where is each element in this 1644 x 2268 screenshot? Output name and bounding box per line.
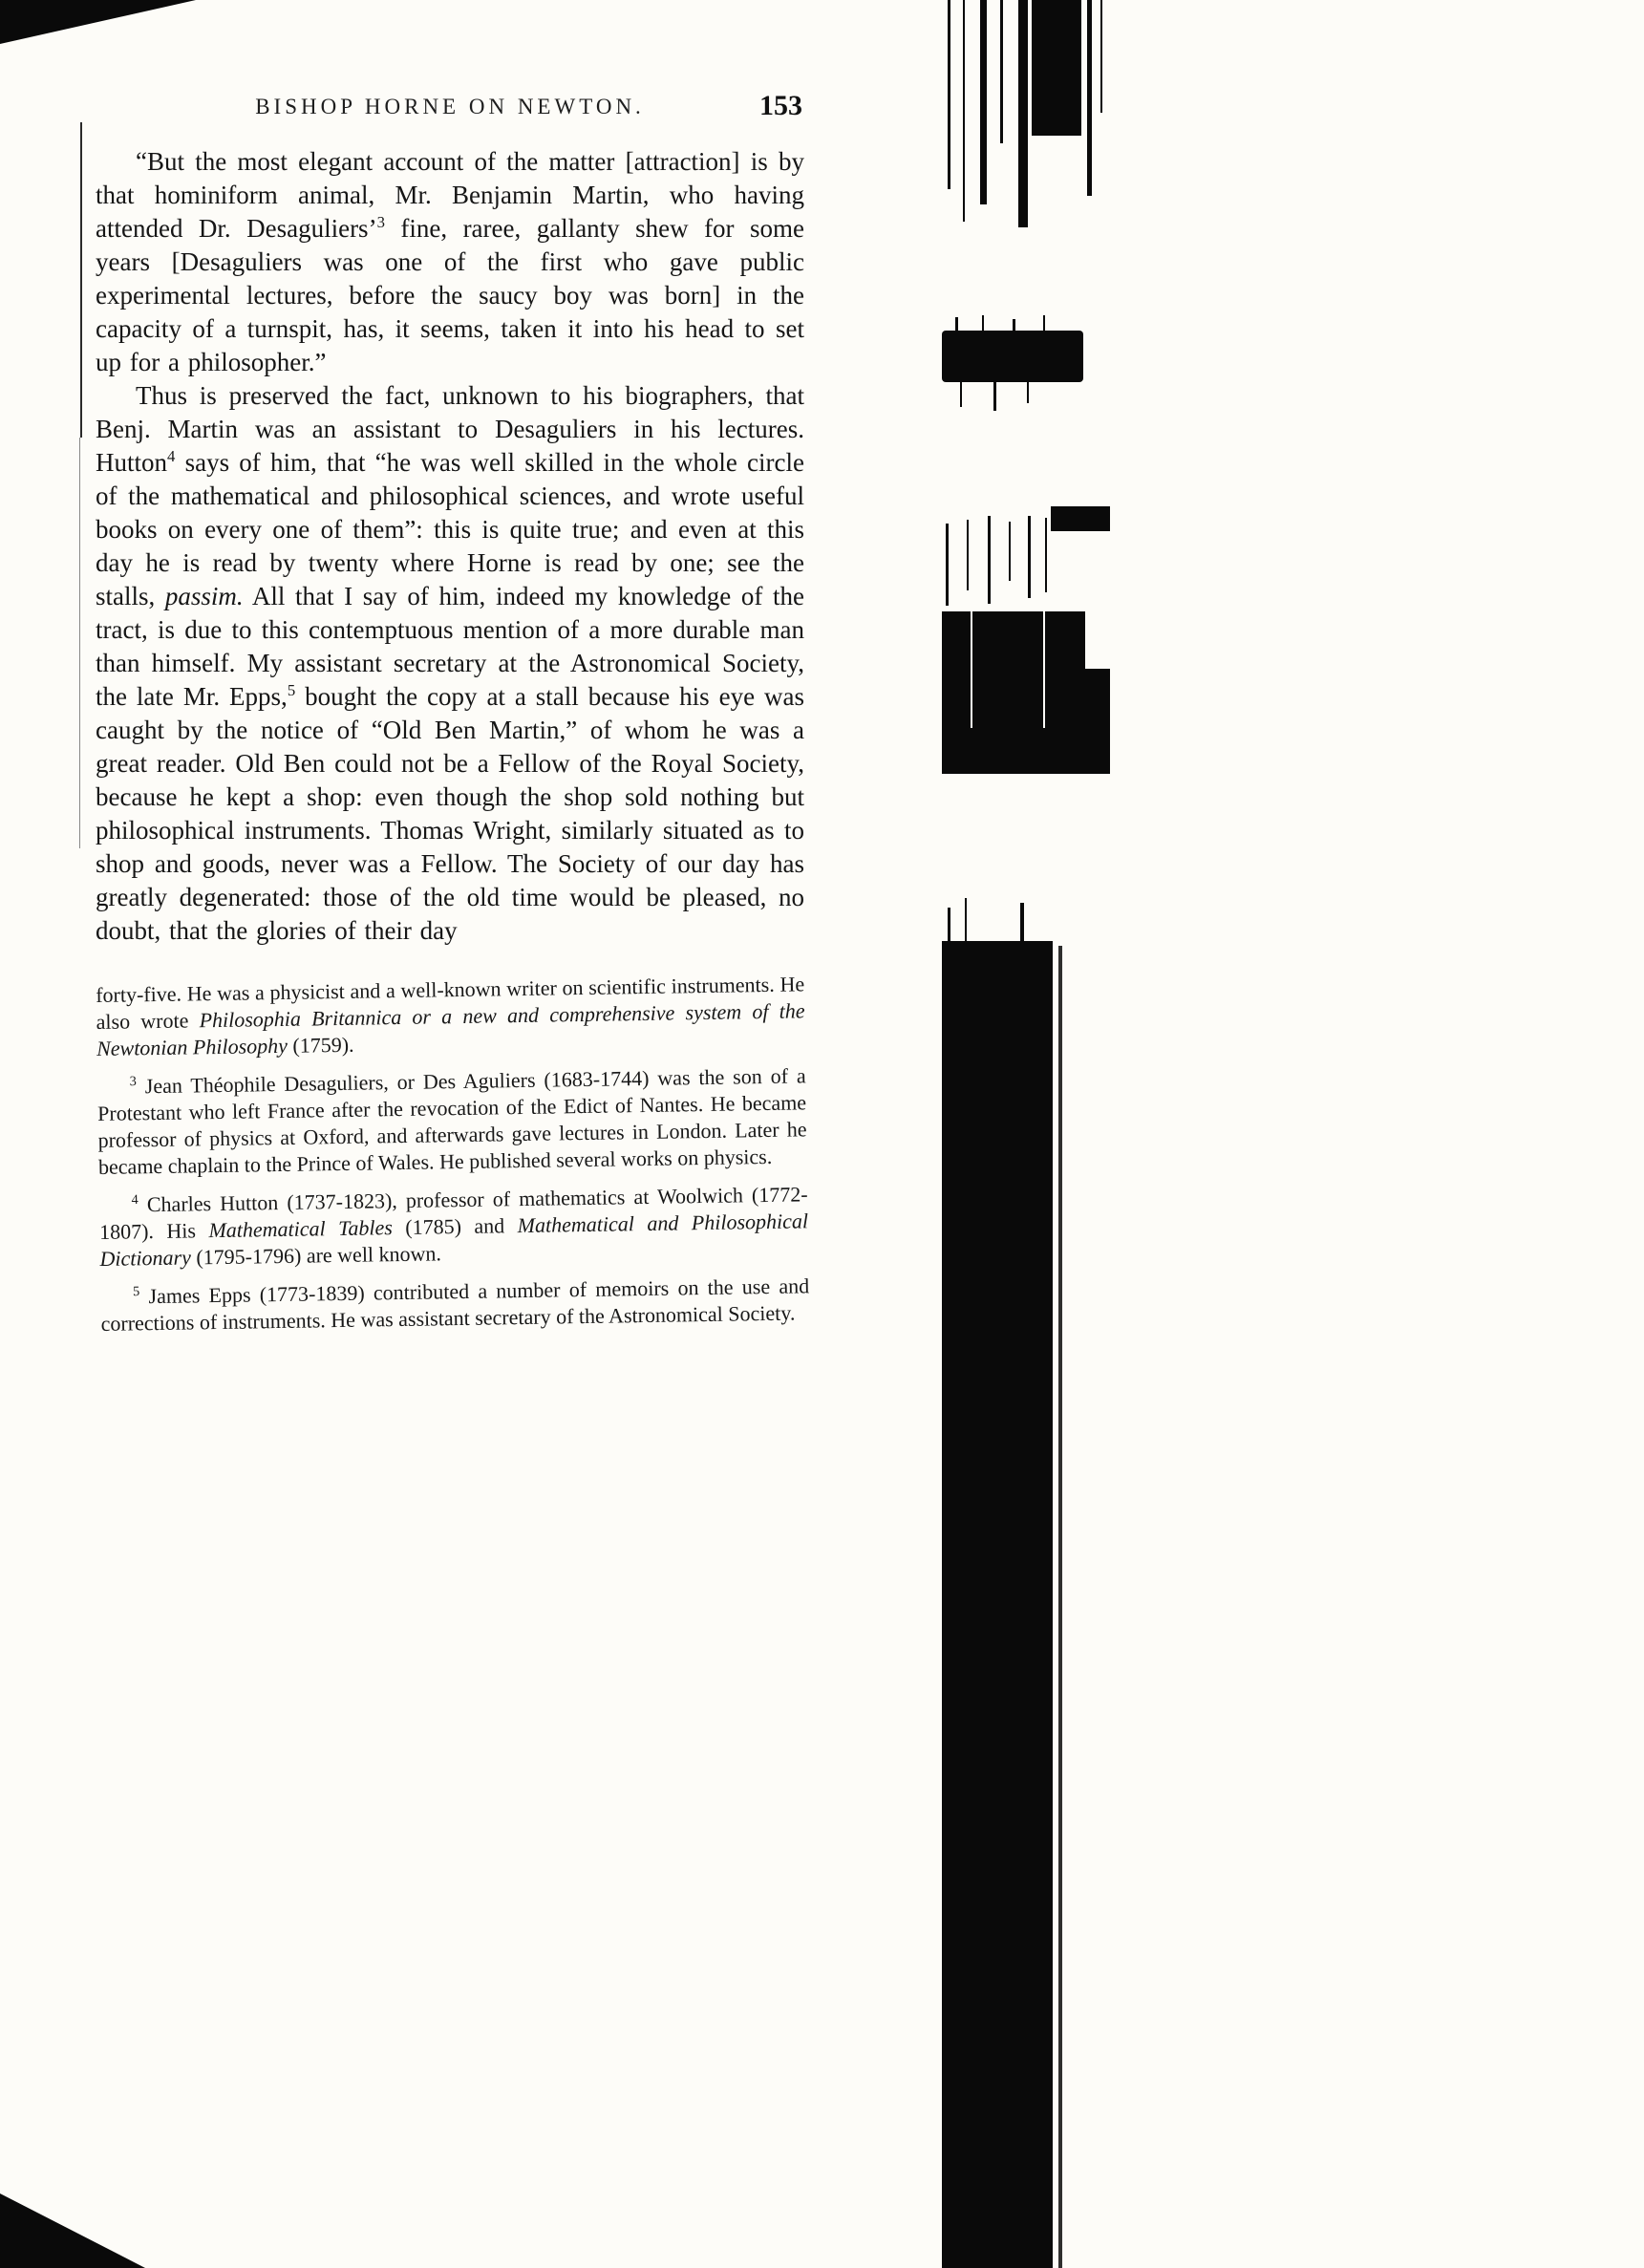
text-run: “But the most elegant account of the matter [attraction] is by that hominiform animal, Mr. Benjamin Martin, who having attended Dr. Desaguliers’ bbox=[96, 147, 804, 243]
footnote-reference-3: 3 bbox=[376, 213, 385, 231]
scan-artifact-tick bbox=[965, 898, 967, 941]
italic-text: passim. bbox=[164, 582, 244, 610]
page-number: 153 bbox=[759, 90, 802, 121]
scan-artifact-block bbox=[942, 728, 1110, 774]
scan-artifact-stripe bbox=[967, 520, 969, 590]
footnote-reference-5: 5 bbox=[287, 681, 296, 699]
text-run: forty-five. He was a physicist and a well-known writer on scientific instruments. He also wrote bbox=[96, 972, 805, 1034]
scan-artifact-stripe bbox=[1058, 946, 1062, 2268]
text-run: James Epps (1773-1839) contributed a number of memoirs on the use and corrections of instruments. He was assistant secretary of the Astronomical Society. bbox=[100, 1273, 810, 1336]
footnote-continuation bbox=[96, 971, 805, 1062]
scan-artifact-left-rule bbox=[80, 122, 82, 438]
text-run: Thus is preserved the fact, unknown to his biographers, that Benj. Martin was an assistant to Desaguliers in his lectures. Hutton bbox=[96, 381, 804, 477]
italic-book-title: Mathematical and Philosophical Dictionary bbox=[99, 1209, 809, 1271]
footnote-marker-5: 5 bbox=[132, 1283, 140, 1300]
text-run: (1785) and bbox=[392, 1213, 518, 1240]
scan-artifact-block bbox=[942, 611, 1085, 728]
text-run: Jean Théophile Desaguliers, or Des Aguliers (1683-1744) was the son of a Protestant who left France after the revocation of the Edict of Nantes. He became professor of physics at Oxford, and afterwards gave lectures in London. Later he became chaplain to the Prince of Wales. He published several works on physics. bbox=[96, 1063, 807, 1179]
italic-book-title: Mathematical Tables bbox=[208, 1215, 393, 1243]
footnote-marker-4: 4 bbox=[131, 1191, 139, 1209]
scan-artifact-tick bbox=[982, 315, 984, 332]
scan-artifact-tick bbox=[960, 382, 962, 407]
italic-book-title: Philosophia Britannica or a new and comprehensive system of the Newtonian Philosophy bbox=[96, 998, 805, 1060]
scan-artifact-stripe bbox=[946, 524, 949, 606]
scan-artifact-binding-band bbox=[942, 941, 1053, 2268]
running-header-title: BISHOP HORNE ON NEWTON. bbox=[255, 95, 645, 118]
text-run: (1759). bbox=[287, 1032, 354, 1058]
text-run: fine, raree, gallanty shew for some years [Desaguliers was one of the first who gave public experimental lectures, before the saucy boy was born] in the capacity of a turnspit, has, it seems, taken it into his head to set up for a philosopher.” bbox=[96, 214, 804, 376]
scan-artifact-gap bbox=[1043, 611, 1045, 728]
scan-artifact-tick bbox=[948, 908, 950, 941]
scan-artifact-tick bbox=[1020, 903, 1024, 941]
scan-artifact-top-left-wedge bbox=[0, 0, 196, 44]
text-run: says of him, that “he was well skilled in the whole circle of the mathematical and philosophical sciences, and wrote useful books on every one of them”: this is quite true; and even at this day he is read by twenty where Horne is read by one; see the stalls, bbox=[96, 448, 804, 610]
scan-artifact-gap bbox=[971, 611, 972, 728]
paragraph-quote bbox=[96, 145, 804, 379]
scan-artifact-tick bbox=[1013, 319, 1015, 332]
scan-artifact-block bbox=[1085, 669, 1110, 728]
scan-artifact-tick bbox=[1027, 382, 1029, 403]
paragraph-main bbox=[96, 379, 804, 948]
scan-artifact-tick bbox=[993, 382, 996, 411]
scan-artifact-tick bbox=[1043, 315, 1045, 332]
text-column bbox=[96, 145, 810, 1349]
scan-artifact-stripe bbox=[1000, 0, 1003, 143]
scan-artifact-bottom-left-wedge bbox=[0, 2193, 145, 2268]
text-run: bought the copy at a stall because his eye was caught by the notice of “Old Ben Martin,” of whom he was a great reader. Old Ben could not be a Fellow of the Royal Society, because he kept a shop: even though the shop sold nothing but philosophical instruments. Thomas Wright, similarly situated as to shop and goods, never was a Fellow. The Society of our day has greatly degenerated: those of the old time would be pleased, no doubt, that the glories of their day bbox=[96, 682, 804, 945]
scan-artifact-stripe bbox=[948, 0, 950, 189]
scan-artifact-stripe bbox=[980, 0, 987, 204]
scan-artifact-blob bbox=[1051, 506, 1110, 531]
scan-artifact-block bbox=[1032, 0, 1081, 136]
footnote-marker-3: 3 bbox=[129, 1074, 137, 1090]
scan-artifact-stripe bbox=[963, 0, 965, 222]
text-run: (1795-1796) are well known. bbox=[190, 1241, 442, 1270]
scan-artifact-stripe bbox=[1009, 522, 1011, 581]
scan-artifact-blob bbox=[942, 331, 1083, 382]
page-header bbox=[96, 90, 804, 128]
footnotes-section bbox=[96, 971, 810, 1337]
footnote-3 bbox=[97, 1062, 808, 1181]
footnote-reference-4: 4 bbox=[167, 447, 176, 465]
text-run: Charles Hutton (1737-1823), professor of mathematics at Woolwich (1772-1807). His bbox=[98, 1182, 808, 1244]
scan-artifact-stripe bbox=[1045, 518, 1047, 592]
scan-artifact-left-rule bbox=[79, 438, 80, 848]
text-run: All that I say of him, indeed my knowledge of the tract, is due to this contemptuous mention of a more durable man than himself. My assistant secretary at the Astronomical Society, the late Mr. Epps, bbox=[96, 582, 804, 711]
scan-artifact-stripe bbox=[1100, 0, 1102, 113]
scan-artifact-stripe bbox=[988, 516, 991, 604]
scan-artifact-stripe bbox=[1028, 516, 1031, 598]
scan-artifact-stripe bbox=[1018, 0, 1028, 227]
scan-artifact-stripe bbox=[1087, 0, 1092, 196]
footnote-5 bbox=[100, 1273, 810, 1337]
scan-artifact-tick bbox=[955, 317, 958, 332]
footnote-4 bbox=[98, 1181, 808, 1273]
